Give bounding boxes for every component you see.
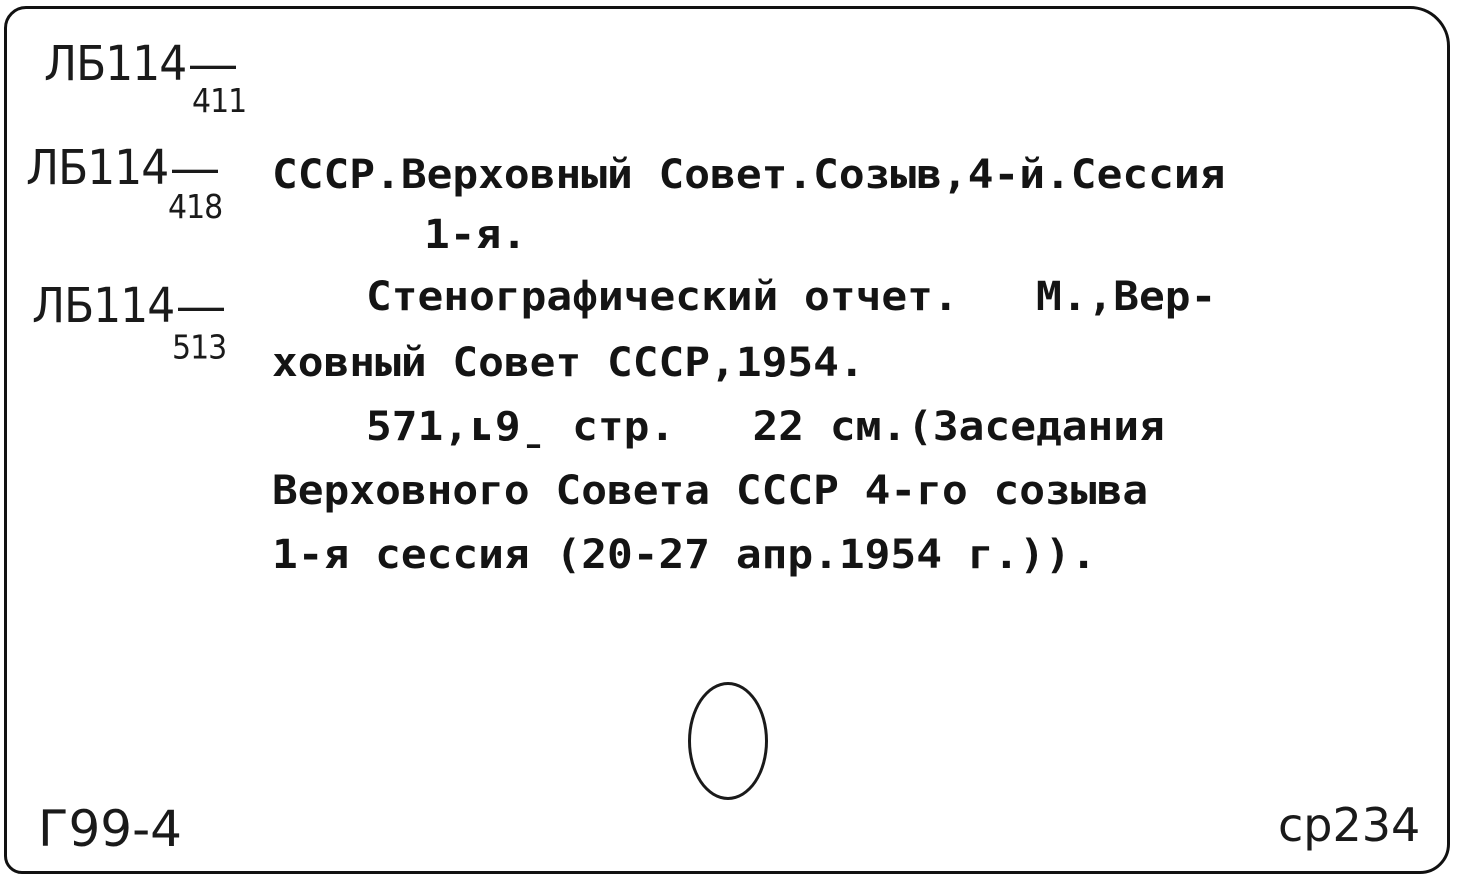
call-number-suffix: 411 <box>192 82 247 121</box>
call-number-dash <box>172 169 218 172</box>
entry-line-6: Верховного Совета СССР 4-го созыва <box>272 468 1149 514</box>
call-number-3 <box>32 278 227 368</box>
entry-line-2: 1-я. <box>424 212 528 258</box>
call-number-base: ЛБ114 <box>44 36 187 93</box>
entry-line-7: 1-я сессия (20-27 апр.1954 г.)). <box>272 532 1097 578</box>
call-number-base: ЛБ114 <box>32 278 175 335</box>
card-hole <box>688 682 768 800</box>
entry-line-5: 571,ʟ9ˍ стр. 22 см.(Заседания <box>366 404 1165 450</box>
entry-line-4: ховный Совет СССР,1954. <box>272 340 865 386</box>
call-number-base: ЛБ114 <box>26 140 169 197</box>
call-number-dash <box>190 65 236 68</box>
call-number-suffix: 418 <box>168 188 223 227</box>
bottom-left-note: Г99-4 <box>38 800 182 858</box>
call-number-2 <box>26 140 223 227</box>
call-number-dash <box>178 307 224 310</box>
entry-line-3: Стенографический отчет. М.,Вер- <box>366 274 1217 320</box>
bottom-right-note: ср234 <box>1278 798 1421 852</box>
call-number-suffix: 513 <box>172 328 227 368</box>
call-number-1 <box>44 36 247 121</box>
entry-line-1: СССР.Верховный Совет.Созыв,4-й.Сессия <box>272 152 1226 198</box>
